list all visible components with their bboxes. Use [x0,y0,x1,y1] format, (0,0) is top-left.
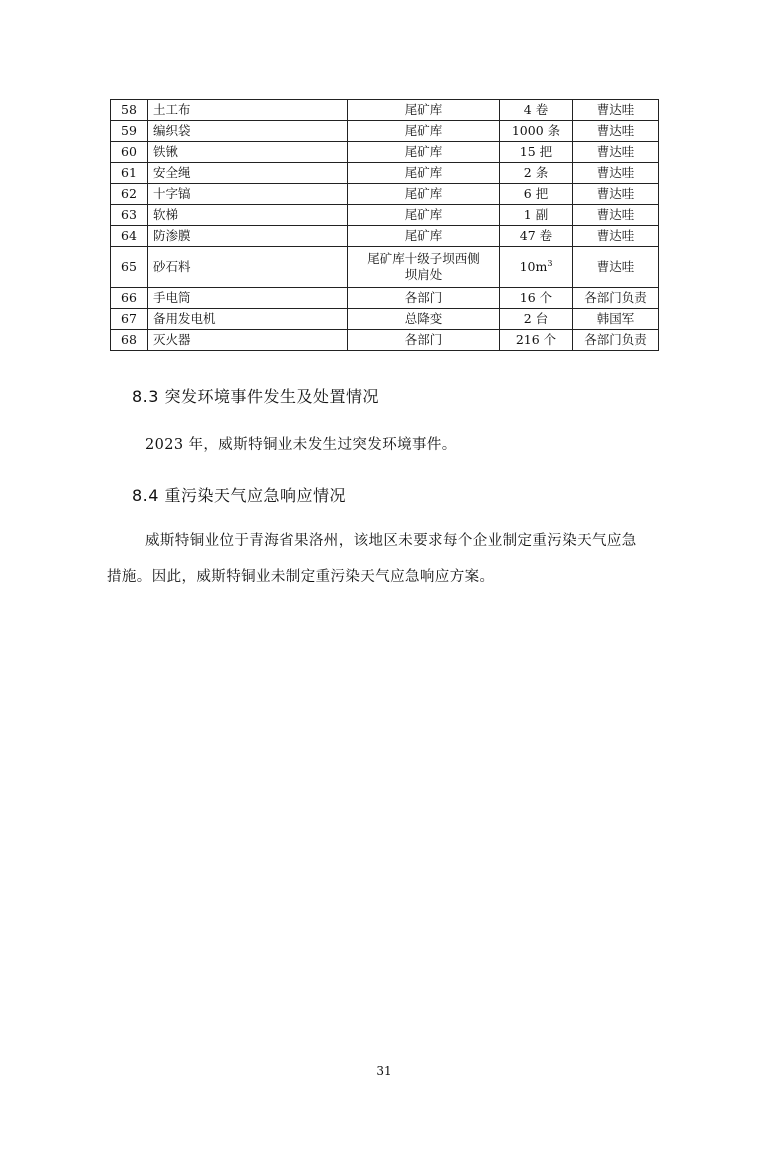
cell-number: 62 [111,184,148,205]
cell-quantity [500,330,573,351]
cell-location [348,330,500,351]
quantity-text: 2 台 [523,311,549,326]
cell-location [348,100,500,121]
section-heading-8-3: 8.3 突发环境事件发生及处置情况 [132,387,380,406]
cell-quantity [500,205,573,226]
cell-responsible: 曹达哇 [573,100,659,121]
quantity-text: 15 把 [519,144,553,159]
cell-location [348,121,500,142]
cell-responsible: 曹达哇 [573,205,659,226]
cell-quantity [500,288,573,309]
cell-location [348,184,500,205]
cell-number: 60 [111,142,148,163]
quantity-text: 216 个 [515,332,557,347]
section-8-4-paragraph-line2: 措施。因此，威斯特铜业未制定重污染天气应急响应方案。 [107,569,495,585]
cell-item-name: 手电筒 [148,288,348,309]
emergency-supplies-table [110,99,659,351]
location-line: 尾矿库 [404,165,443,180]
cell-number: 64 [111,226,148,247]
cell-item-name: 十字镐 [148,184,348,205]
cell-quantity [500,163,573,184]
table-body [111,100,659,351]
quantity-value [520,228,552,243]
location-line: 尾矿库 [404,186,443,201]
location-line: 坝肩处 [404,267,443,282]
cell-number: 61 [111,163,148,184]
cell-number: 63 [111,205,148,226]
quantity-value [520,144,552,159]
quantity-value [520,290,552,305]
quantity-value [512,123,560,138]
quantity-text: 1000 条 [511,123,561,138]
cell-quantity [500,309,573,330]
quantity-value [524,311,548,326]
cell-number: 67 [111,309,148,330]
section-heading-8-4: 8.4 重污染天气应急响应情况 [132,486,347,505]
quantity-value [524,207,548,222]
section-8-4-paragraph-line1: 威斯特铜业位于青海省果洛州，该地区未要求每个企业制定重污染天气应急 [145,533,637,549]
cell-item-name: 编织袋 [148,121,348,142]
location-line: 尾矿库 [404,144,443,159]
table-row [111,142,659,163]
quantity-superscript: 3 [547,258,553,268]
location-line: 各部门 [404,332,443,347]
cell-location [348,226,500,247]
quantity-text: 4 卷 [523,102,549,117]
cell-number: 59 [111,121,148,142]
cell-responsible: 曹达哇 [573,142,659,163]
cell-responsible: 曹达哇 [573,247,659,288]
cell-responsible: 曹达哇 [573,184,659,205]
location-line: 尾矿库 [404,123,443,138]
cell-location [348,309,500,330]
cell-responsible: 曹达哇 [573,163,659,184]
cell-quantity [500,142,573,163]
cell-responsible: 曹达哇 [573,121,659,142]
table-row [111,309,659,330]
cell-number: 58 [111,100,148,121]
cell-number: 66 [111,288,148,309]
quantity-value [524,165,548,180]
cell-item-name: 砂石料 [148,247,348,288]
table-row [111,121,659,142]
cell-number: 68 [111,330,148,351]
location-line: 尾矿库 [404,102,443,117]
page-number: 31 [376,1064,392,1078]
cell-location [348,247,500,288]
cell-quantity [500,100,573,121]
quantity-value [520,259,553,274]
cell-responsible: 曹达哇 [573,226,659,247]
cell-location [348,288,500,309]
cell-responsible: 韩国军 [573,309,659,330]
cell-quantity [500,184,573,205]
table-row [111,226,659,247]
cell-item-name: 软梯 [148,205,348,226]
location-line: 尾矿库十级子坝西侧 [367,251,480,266]
table-row [111,205,659,226]
quantity-text: 10m [519,259,548,274]
location-line: 尾矿库 [404,228,443,243]
location-line: 各部门 [404,290,443,305]
quantity-text: 47 卷 [519,228,553,243]
cell-location [348,163,500,184]
quantity-text: 16 个 [519,290,553,305]
quantity-value [524,186,548,201]
cell-responsible: 各部门负责 [573,288,659,309]
cell-number: 65 [111,247,148,288]
table-row [111,330,659,351]
cell-item-name: 安全绳 [148,163,348,184]
table-row [111,288,659,309]
cell-location [348,142,500,163]
location-line: 总降变 [404,311,443,326]
location-line: 尾矿库 [404,207,443,222]
cell-item-name: 备用发电机 [148,309,348,330]
quantity-text: 1 副 [523,207,549,222]
table-row [111,247,659,288]
table-row [111,100,659,121]
quantity-text: 6 把 [523,186,549,201]
cell-quantity [500,247,573,288]
quantity-value [516,332,556,347]
cell-item-name: 铁锹 [148,142,348,163]
section-8-3-paragraph: 2023 年，威斯特铜业未发生过突发环境事件。 [145,437,457,453]
cell-quantity [500,121,573,142]
cell-item-name: 土工布 [148,100,348,121]
cell-item-name: 灭火器 [148,330,348,351]
cell-item-name: 防渗膜 [148,226,348,247]
table-row [111,184,659,205]
quantity-text: 2 条 [523,165,549,180]
quantity-value [524,102,548,117]
cell-location [348,205,500,226]
cell-quantity [500,226,573,247]
cell-responsible: 各部门负责 [573,330,659,351]
table-row [111,163,659,184]
